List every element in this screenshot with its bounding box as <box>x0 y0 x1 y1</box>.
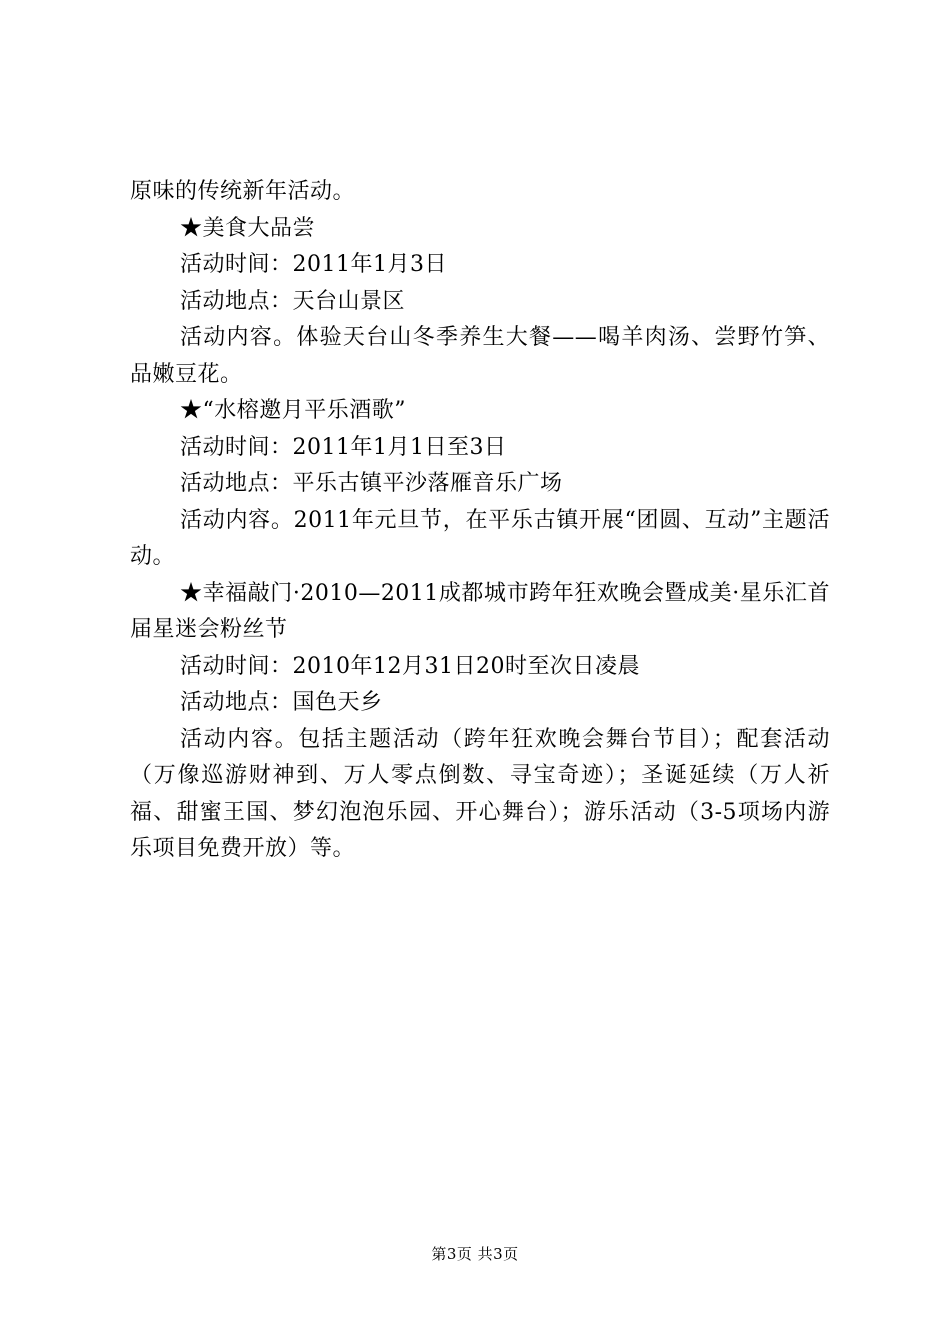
document-body <box>130 174 830 868</box>
activity-time-1: 活动时间：2011年1月3日 <box>180 252 447 277</box>
section-heading-wine-song: ★“水榕邀月平乐酒歌” <box>180 398 406 423</box>
activity-content-1: 活动内容。体验天台山冬季养生大餐——喝羊肉汤、尝野竹笋、品嫩豆花。 <box>130 325 830 387</box>
section-heading-food-tasting: ★美食大品尝 <box>180 215 316 241</box>
activity-time-3: 活动时间：2010年12月31日20时至次日凌晨 <box>180 653 640 679</box>
activity-location-1: 活动地点：天台山景区 <box>180 288 406 314</box>
activity-time-2: 活动时间：2011年1月1日至3日 <box>180 434 507 460</box>
page-number-label: 第3页 共3页 <box>431 1245 519 1263</box>
activity-content-2: 活动内容。2011年元旦节，在平乐古镇开展“团圆、互动”主题活动。 <box>130 507 830 569</box>
section-heading-new-year-gala: ★幸福敲门·2010—2011成都城市跨年狂欢晚会暨成美·星乐汇首届星迷会粉丝节 <box>130 580 830 642</box>
activity-location-2: 活动地点：平乐古镇平沙落雁音乐广场 <box>180 471 563 496</box>
activity-content-3: 活动内容。包括主题活动（跨年狂欢晚会舞台节目）；配套活动（万像巡游财神到、万人零点倒数、寻宝奇迹）；圣诞延续（万人祈福、甜蜜王国、梦幻泡泡乐园、开心舞台）；游乐活动（3-5项场内游乐项目免费开放）等。 <box>130 726 830 861</box>
page-footer <box>0 1243 950 1265</box>
paragraph-continuation: 原味的传统新年活动。 <box>130 179 356 204</box>
activity-location-3: 活动地点：国色天乡 <box>180 690 383 715</box>
